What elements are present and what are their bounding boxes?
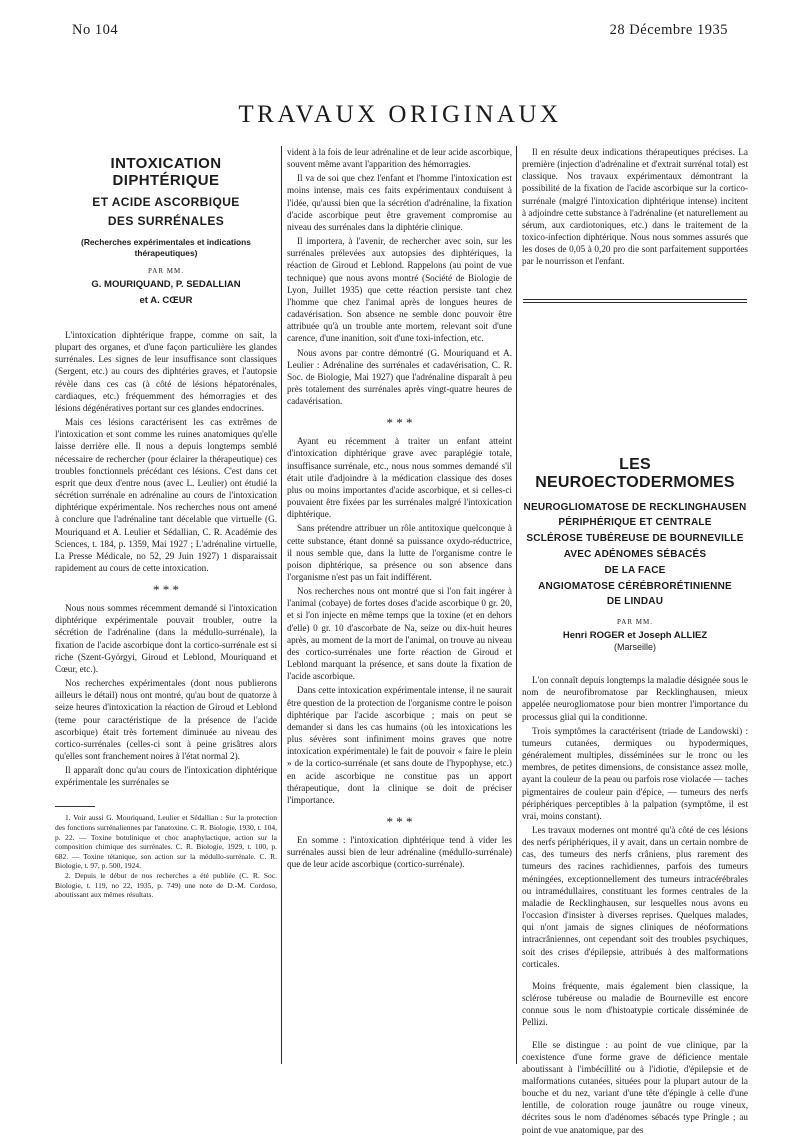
article1-paragraph: Dans cette intoxication expérimentale intense, il ne saurait être question de la protection de l'organisme contre le poison diphtérique par l'acide ascorbique ; mais on peut se demander si dans les cas humains (où les intoxications les plus sévères sont infiniment moins graves que notre intoxication expérimentale) le fait de pouvoir « faire le plein » de la cortico-surrénale (et sans doute de l'hypophyse, etc.) en acide ascorbique ne constitue pas un apport thérapeutique, dont la clinique se doit de préciser l'importance. bbox=[287, 685, 512, 805]
article2-title: LES NEUROECTODERMOMES bbox=[535, 455, 735, 491]
article1-paragraph: Sans prétendre attribuer un rôle antitoxique quelconque à cette substance, étant donné sa puissance oxydo-réductrice, il nous semble que, dans la lutte de l'organisme contre le poison diphtérique, sa présence ou son absence dans l'organisme n'est pas un fait indifférent. bbox=[287, 523, 512, 582]
article1-paragraph: Nous avons par contre démontré (G. Mouriquand et A. Leulier : Adrénaline des surrénales et cadavérisation, C. R. Soc. de Biologie, Mai 1927) que l'adrénaline disparaît à peu près totalement des surrénales après vingt-quatre heures de cadavérisation. bbox=[287, 347, 512, 407]
issue-number: No 104 bbox=[72, 22, 119, 38]
article2-paragraph: Les travaux modernes ont montré qu'à côté de ces lésions des nerfs périphériques, il y avait, dans un certain nombre de cas, des tumeurs des nerfs crâniens, plus rarement des tumeurs des racines rachidiennes, parfois des tumeurs méningées, exceptionnellement des tumeurs intracérébrales ou intramédullaires, constituant les formes centrales de la maladie de Recklinghausen, sur lesquelles nous avons eu l'occasion d'insister à diverses reprises. Quelques malades, qui n'ont jamais de signes cliniques de néoformations intracrâniennes, ont cependant soit des troubles psychiques, soit des crises d'épilepsie, attribués à des malformations corticales. bbox=[522, 825, 748, 969]
article2-keyword-line: AVEC ADÉNOMES SÉBACÉS bbox=[563, 548, 707, 560]
column-1 bbox=[55, 146, 277, 1070]
section-break-stars: * * * bbox=[386, 813, 413, 829]
article1-title: INTOXICATION DIPHTÉRIQUE bbox=[110, 155, 222, 189]
article2-affiliation: (Marseille) bbox=[613, 642, 656, 653]
footnote: 1. Voir aussi G. Mouriquand, Leulier et Sédallian : Sur la protection des fonctions surrénaliennes par l'anatoxine. C. R. Biologie, 1930, t. 104, p. 22. — Toxine botulinique et choc anaphylactique, action sur la composition chimique des surrénales. C. R. Biologie, 1929, t. 100, p. 682. — Toxine tétanique, son action sur la médullo-surrénale. C. R. Biologie, t. 97, p. 500, 1924. bbox=[55, 813, 277, 871]
column-divider-2 bbox=[516, 146, 517, 1064]
article1-paragraph: Nos recherches expérimentales (dont nous publierons ailleurs le détail) nous ont montré, qu'au bout de quatorze à seize heures d'intoxication la réaction de Giroud et Leblond (teme pour caractéristique de la présence de l'acide ascorbique) était très fortement diminuée au niveau des cortico-surrénales (celles-ci sont à peine grisâtres alors qu'elles sont franchement noires à l'état normal 2). bbox=[55, 678, 277, 761]
article1-authors: G. MOURIQUAND, P. SEDALLIAN bbox=[91, 279, 241, 290]
issue-date: 28 Décembre 1935 bbox=[609, 22, 728, 38]
article1-paragraph: Il importera, à l'avenir, de rechercher avec soin, sur les surrénales prélevées aux autopsies des diphtériques, la réaction de Giroud et Leblond. Rappelons (au point de vue technique) que nous avons montré (Société de Biologie de Lyon, Juillet 1935) que cette réaction persiste tant chez l'homme que chez l'animal après de longues heures de cadavérisation. Son absence ne semble donc pouvoir être attribuée qu'à un trouble ante mortem, relevant soit d'une carence, d'une inanition, soit d'une toxi-infection, etc. bbox=[287, 236, 512, 344]
article1-paragraph: Il apparaît donc qu'au cours de l'intoxication diphtérique expérimentale les surrénales se bbox=[55, 765, 277, 788]
article1-paragraph: Nous nous sommes récemment demandé si l'intoxication diphtérique expérimentale pouvait troubler, outre la sécrétion de l'adrénaline (dans la médullo-surrénale), la fixation de l'acide ascorbique dont la cortico-surrénale est si riche (Szent-Györgyi, Giroud et Leblond, Mouriquand et Cœur, etc.). bbox=[55, 603, 277, 674]
section-title: TRAVAUX ORIGINAUX bbox=[238, 100, 562, 128]
column-2 bbox=[287, 146, 512, 1070]
article2-paragraph: Moins fréquente, mais également bien classique, la sclérose tubéreuse ou maladie de Bourneville est encore connue sous le nom d'histoatypie corticale disséminée de Pellizi. bbox=[522, 980, 748, 1028]
column-3 bbox=[522, 146, 748, 1135]
article2-keyword-line: PÉRIPHÉRIQUE ET CENTRALE bbox=[558, 517, 712, 529]
section-break-stars: * * * bbox=[153, 582, 179, 598]
article1-summary: En somme : l'intoxication diphtérique tend à vider les surrénales aussi bien de leur adrénaline (médullo-surrénale) que de leur acide ascorbique (cortico-surrénale). bbox=[287, 834, 512, 870]
section-break-stars: * * * bbox=[386, 415, 413, 431]
article2-keywords bbox=[522, 500, 748, 611]
article2-paragraph: Elle se distingue : au point de vue clinique, par la coexistence d'une forme grave de déficience mentale aboutissant à l'imbécillité ou à l'idiotie, d'épilepsie et de malformations cutanées, situées pour la plupart autour de la bouche et du nez, variant d'une tête d'épingle à celle d'une lentille, de coloration rouge jaunâtre ou rouge vineux, décrites sous le nom d'adénomes sébacés type Pringle ; au point de vue anatomique, par des bbox=[522, 1039, 748, 1135]
article2-keyword-line: DE LINDAU bbox=[606, 596, 664, 608]
article2-par-mm: PAR MM. bbox=[617, 618, 653, 627]
article1-title-line2: ET ACIDE ASCORBIQUE bbox=[92, 195, 240, 209]
article2-keyword-line: ANGIOMATOSE CÉRÉBRORÉTINIENNE bbox=[538, 580, 732, 592]
article1-paragraph: Il en résulte deux indications thérapeutiques précises. La première (injection d'adrénaline et d'extrait surrénal total) est classique. Nos travaux expérimentaux démontrant la possibilité de la fixation de l'acide ascorbique sur la cortico-surrénale (malgré l'intoxication diphtérique intense) incitent à adjoindre cette substance à l'adrénaline (et naturellement au sérum, aux cardiotoniques, etc.) dans le traitement de la toxico-infection diphtérique. Nous nous sommes assurés que les doses de 0,05 à 0,20 pro die sont parfaitement supportées par le nourrisson et l'enfant. bbox=[522, 147, 748, 267]
column-divider-1 bbox=[281, 146, 282, 1064]
article2-keyword-line: NEUROGLIOMATOSE DE RECKLINGHAUSEN bbox=[523, 501, 747, 513]
article1-paragraph: vident à la fois de leur adrénaline et de leur acide ascorbique, souvent même avant l'apparition des hémorragies. bbox=[287, 147, 512, 170]
article1-authors-line2: et A. CŒUR bbox=[139, 295, 193, 306]
article1-paragraph: Il va de soi que chez l'enfant et l'homme l'intoxication est moins intense, mais ces faits expérimentaux conduisent à l'idée, qu'aussi bien que la sécrétion d'adrénaline, la fixation d'acide ascorbique peut être gravement compromise au niveau des surrénales dans la diphtérie clinique. bbox=[287, 173, 512, 232]
footnote: 2. Depuis le début de nos recherches a été publiée (C. R. Soc. Biologie, t. 119, no 22, 1935, p. 749) une note de D.-M. Cordoso, aboutissant aux mêmes résultats. bbox=[55, 871, 277, 900]
article1-title-line3: DES SURRÉNALES bbox=[107, 214, 225, 228]
article1-paragraph: Nos recherches nous ont montré que si l'on fait ingérer à l'animal (cobaye) de fortes doses d'acide ascorbique 0 gr. 20, et si l'on injecte en même temps que la toxine (et en dehors d'elle) 0 gr. 10 d'ascorbate de Na, seize ou dix-huit heures après, au moment de la mort de l'animal, on trouve au niveau des cortico-surrénales une forte réaction de Giroud et Leblond marquant la présence, et sans doute la fixation de l'acide ascorbique. bbox=[287, 586, 512, 682]
article1-par-mm: PAR MM. bbox=[148, 267, 184, 275]
footnote-rule bbox=[55, 806, 95, 807]
article2-authors: Henri ROGER et Joseph ALLIEZ bbox=[562, 630, 708, 642]
article2-keyword-line: SCLÉROSE TUBÉREUSE DE BOURNEVILLE bbox=[526, 533, 744, 545]
article1-subtitle: (Recherches expérimentales et indications thérapeutiques) bbox=[81, 237, 251, 258]
article2-keyword-line: DE LA FACE bbox=[604, 564, 666, 576]
article1-paragraph: Mais ces lésions caractérisent les cas extrêmes de l'intoxication et sont comme les ruines anatomiques qu'elle laisse derrière elle. Il nous a depuis longtemps semblé nécessaire de rechercher (pour éclairer la thérapeutique) ces troubles fonctionnels précédant ces lésions. C'est dans cet esprit que deux d'entre nous (avec L. Leulier) ont étudié la sécrétion surrénale en adrénaline au cours de l'intoxication diphtérique expérimentale. Nos recherches nous ont amené à conclure que l'adrénaline tant décelable que virtuelle (G. Mouriquand et A. Leulier et Sédallian, C. R. Académie des Sciences, t. 184, p. 1359, Mai 1927 ; L'adrénaline virtuelle, La Presse Médicale, no 52, 29 Juin 1927) 1 disparaissait rapidement au cours de cette intoxication. bbox=[55, 417, 277, 573]
article2-paragraph: Trois symptômes la caractérisent (triade de Landowski) : tumeurs cutanées, dermiques ou hypodermiques, généralement multiples, disséminées sur le tronc ou les membres, de petites dimensions, de consistance assez molle, ayant la couleur de la peau ou parfois rose violacée — taches pigmentaires de couleur pain d'épice, — tumeurs des nerfs périphériques perceptibles à la palpation (symptôme, il est vrai, moins constant). bbox=[522, 725, 748, 821]
article2-paragraph: L'on connaît depuis longtemps la maladie désignée sous le nom de neurofibromatose par Recklinghausen, mieux appelée neurogliomatose pour bien montrer l'importance du processus glial qui la conditionne. bbox=[522, 675, 748, 722]
article1-paragraph: L'intoxication diphtérique frappe, comme on sait, la plupart des organes, et d'une façon particulière les glandes surrénales. Les signes de leur insuffisance sont classiques (Sergent, etc.) au cours des diphtéries graves, et l'autopsie révèle dans ces cas (à côté de lésions hépatorénales, cardiaques, etc.) fréquemment des hémorragies et des lésions dégénératives portant sur ces glandes endocrines. bbox=[55, 330, 277, 413]
article1-paragraph: Ayant eu récemment à traiter un enfant atteint d'intoxication diphtérique grave avec paraplégie totale, insuffisance surrénale, etc., nous nous sommes demandé s'il était utile d'adjoindre à la médication classique des doses plus ou moins importantes d'acide ascorbique, et si celles-ci pouvaient être fixées par les surrénales malgré l'intoxication diphtérique. bbox=[287, 436, 512, 520]
